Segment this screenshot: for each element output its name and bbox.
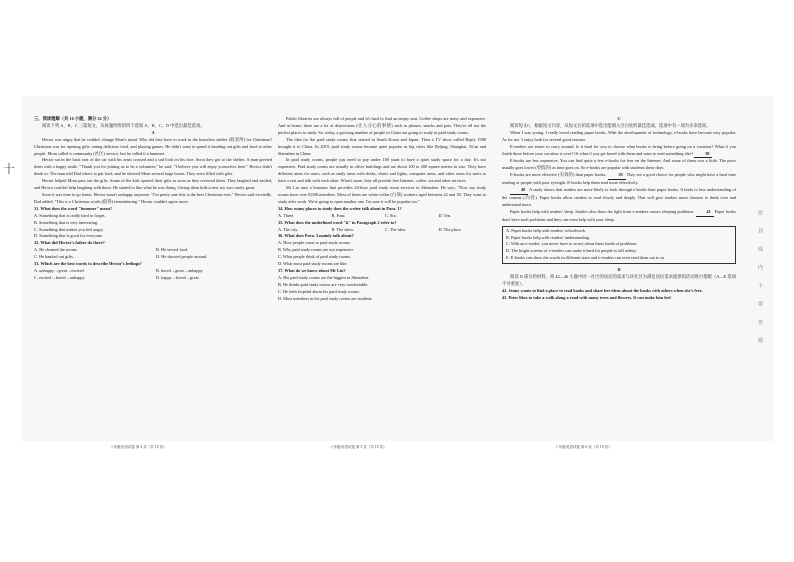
- passage-b-body: [278, 116, 486, 206]
- answer-option: A. His paid study rooms are the biggest in Shenzhen.: [278, 274, 370, 280]
- passage-b-questions: [278, 206, 486, 303]
- option-list: [278, 240, 486, 268]
- paragraph-text: When I was young, I really loved reading paper books. With the development of technology, e-books have become very popular. As for me, I enjoy both for several good reasons.: [502, 129, 736, 142]
- answer-option: C. excited→bored→unhappy: [34, 274, 85, 280]
- paragraph: The idea for the paid study rooms first started in South Korea and Japan. Then a TV show called Reply 1988 brought it to China. In 2019, paid study rooms became quite popular in big cities like Beijing, Shanghai, Xi'an and Shenzhen in China.: [278, 136, 486, 156]
- question-stem: 35. What does the underlined word "it" in Paragraph 2 refer to?: [278, 219, 397, 225]
- answer-option: A. Three.: [278, 212, 295, 218]
- passage-a-questions: [34, 206, 272, 282]
- answer-option: C. He feels hopeful about his paid study rooms.: [278, 288, 360, 294]
- paragraph: In paid study rooms, people just need to pay under 100 yuan to have a quiet study space for a day. It's not expensive. Paid study rooms are usually in office buildings and are about 100 to 200 square meters in size. They have different areas for users, such as study areas with desks, chairs and lights, computer areas, and other areas for users to have a rest and talk with each other. What's more, they all provide free Internet, coffee, tea and other services.: [278, 157, 486, 184]
- paragraph-text: They are a good choice for people who might have a hard time reading or people with poor eyesight. E-books help them read more effectively.: [502, 172, 736, 186]
- answer-option: B. bored→great→unhappy: [156, 267, 203, 273]
- paragraph: [502, 172, 736, 187]
- answer-option: B. Why paid study rooms are not expensive.: [278, 247, 355, 253]
- choice-option: A. Paper books help with readers' schoolwork.: [506, 227, 587, 233]
- seal-line-text: 密 封 线 内 不 要 答 题: [757, 210, 762, 349]
- section-d-instructions: 阅读 D 部分的材料，将 42—46 小题中同一社区的居民的需求与该社区为满足居民需求提供的活动进行搭配（A—E 选项不可重复）。: [502, 274, 736, 286]
- question-stem: 37. What do we know about Mr Liu?: [278, 267, 346, 273]
- answer-option: B. He thinks paid study rooms are very comfortable.: [278, 281, 369, 287]
- choice-option: D. The bright screens of e-readers can make it hard for people to fall asleep.: [506, 248, 637, 254]
- answer-option: C. What people think of paid study rooms.: [278, 254, 352, 260]
- paragraph: Mr Liu runs a business that provides 24-hour paid study room services in Shenzhen. He says, "Now my study rooms have over 8,000 members. Most of them are white-collar (白领) workers aged between 22 and 30. They want to study after work. We're going to open another one. I'm sure it will be popular too.": [278, 185, 486, 204]
- answer-option: D. Something that is good for everyone.: [34, 233, 103, 239]
- answer-option: A. The city.: [278, 226, 299, 232]
- passage-c-body: [502, 130, 736, 224]
- choice-option: B. Paper books help with readers' understanding.: [506, 234, 591, 240]
- paragraph: Soon it was time to go home. Hector wasn't unhappy anymore. "I'm pretty sure this is the best Christmas ever," Hector said excitedly. Dad added, "This is a Christmas worth (值得) remembering." Hector couldn't agree more.: [34, 191, 272, 204]
- paragraph-text: A study shows that readers are more likely to look through e-books than paper books. It leads to less understanding of the content (内容). Paper books allow readers to read slowly and deeply. That will give readers more chances to think over and understand more.: [502, 187, 736, 207]
- answer-option: A. unhappy→great→excited: [34, 267, 84, 273]
- answer-blank: 40: [510, 187, 528, 195]
- section-title: 三、阅读理解（共 16 小题，满分 32 分）: [34, 116, 112, 121]
- answer-option: C. The idea.: [385, 226, 406, 232]
- choice-option: C. With an e-reader, you never have to worry about these kinds of problems.: [506, 241, 638, 247]
- answer-option: C. Something that makes you feel angry.: [34, 226, 104, 232]
- paragraph-text: E-readers are easier to carry around. Is it hard for you to choose what books to bring before going on a vacation? What if you finish those before your vacation is over? Or what if you get bored with them and want to read something else?: [502, 143, 736, 156]
- paragraph: Hector sat in the back seat of the car with his arms crossed and a sad look on his face. Soon they got to the shelter. A man greeted them with a happy smile. "Thank you for joining us to be a volunteer," he said. "I believe you will enjoy yourselves here." Hector didn't think so. The man told Dad where to put food, and he showed Mom several large boxes. They were filled with gifts.: [34, 157, 272, 177]
- paragraph: [502, 187, 736, 209]
- answer-option: A. He cleaned the rooms.: [34, 247, 78, 253]
- page-4-column: [34, 116, 272, 282]
- page-6-column: [502, 116, 736, 302]
- matching-item: 42. Jenny wants to find a place to read books and share her ideas about the books with others when she's free.: [502, 287, 703, 293]
- page-footer-4: 八年级英语试卷 第 4 页（共 10 页）: [110, 445, 167, 449]
- answer-option: D. Ten.: [438, 212, 452, 218]
- answer-blank: 38: [694, 151, 712, 159]
- passage-c-instructions: 阅读短文C，根据短文内容，从短文后的选项中选出能填入空白处的最佳选项。选项中有一项为多余选项。: [510, 122, 711, 128]
- option-list: [34, 213, 272, 241]
- option-grid: [34, 247, 272, 261]
- option-list: [278, 275, 486, 303]
- section-d-title: D: [617, 267, 621, 273]
- paragraph: Public libraries are always full of people and it's hard to find an empty seat. Coffee shops are noisy and expensive. And at home, there are a lot of distractions (让人分心的事情) such as phones, snacks and pets. They're all not the perfect places to study. So, today, a growing number of people in China are going to study in paid study rooms.: [278, 116, 486, 135]
- answer-option: D. Most members in his paid study rooms are students.: [278, 295, 373, 301]
- paragraph-text: Paper books help with readers' sleep. Studies also show the light from e-readers causes sleeping problems.: [510, 208, 695, 214]
- option-grid: [34, 268, 272, 282]
- choice-option: E. E-books can show the words in different sizes and e-readers can even read them out to us.: [506, 255, 666, 261]
- page-footer-5: 八年级英语试卷 第 5 页（共 10 页）: [330, 445, 387, 449]
- section-instructions: 阅读下列 A、B、C 三篇短文，从每题所给的四个选项 A、B、C、D 中选出最佳选项。: [42, 122, 205, 128]
- question-stem: 34. How many places to study does the writer talk about in Para. 1?: [278, 205, 402, 211]
- question-stem: 31. What does the word "bummer" mean?: [34, 205, 113, 211]
- passage-a-title: A: [151, 129, 155, 135]
- paragraph: [502, 209, 736, 224]
- paragraph-text: E-books are more effective (有效的) than paper books.: [510, 172, 607, 178]
- passage-c-title: C: [617, 116, 621, 121]
- paragraph: [502, 130, 736, 144]
- question-stem: 36. What does Para. 3 mainly talk about?: [278, 233, 354, 239]
- answer-option: B. Four.: [331, 212, 346, 218]
- option-row: [278, 213, 486, 220]
- option-row: [278, 227, 486, 234]
- paragraph: Hector was angry that he couldn't change Mom's mind. Why did they have to work in the homeless shelter (收容所) for Christmas? Christmas was for opening gifts, eating delicious food, and playing games. He didn't want to spend it handing out gifts and food to other people. Mom called it community (社区) service, but he called it a bummer.: [34, 136, 272, 156]
- section-d-items: [502, 288, 736, 302]
- page-footer-6: 八年级英语试卷 第 6 页（共 10 页）: [555, 445, 612, 449]
- paragraph-text: Paper books don't have such problems and they can even help with your sleep.: [502, 208, 736, 222]
- answer-option: A. Something that is really hard to forget.: [34, 212, 106, 218]
- paragraph: Hector helped Mom pass out the gifts. Some of the kids opened their gifts as soon as they received them. They laughed and smiled, and Hector couldn't help laughing with them. He started to like what he was doing. Giving them kids a new toy was surely great.: [34, 178, 272, 191]
- question-stem: 33. Which are the best words to describe Hector's feelings?: [34, 261, 142, 267]
- binding-mark: 十: [3, 162, 16, 176]
- answer-option: B. He served food.: [156, 247, 189, 253]
- answer-blank: 39: [608, 172, 626, 180]
- answer-option: B. Something that is very interesting.: [34, 219, 99, 225]
- paragraph-text: E-books are less expensive. You can find quite a few e-books for free on the Internet. And some of them cost a little. The price usually goes lower (更低的) as time goes on. So e-books are popular with students these days.: [502, 158, 736, 171]
- paragraph: [502, 144, 736, 159]
- paragraph: [502, 158, 736, 172]
- answer-option: A. How people come to paid study rooms.: [278, 240, 351, 246]
- answer-option: B. The show.: [331, 226, 355, 232]
- answer-option: D. happy→bored→great: [156, 274, 199, 280]
- page-5-column: [278, 116, 486, 302]
- options-box: [502, 226, 736, 265]
- matching-item: 43. Peter likes to take a walk along a road with many trees and flowers. It can make him feel: [502, 294, 671, 300]
- answer-option: D. He showed people around.: [156, 254, 208, 260]
- answer-option: D. What most paid study rooms are like.: [278, 261, 348, 267]
- answer-option: D. The place.: [438, 226, 462, 232]
- answer-option: C. Six.: [385, 212, 397, 218]
- answer-blank: 41: [696, 209, 714, 217]
- passage-a-body: [34, 137, 272, 206]
- answer-option: C. He handed out gifts.: [34, 254, 74, 260]
- question-stem: 32. What did Hector's father do there?: [34, 240, 105, 246]
